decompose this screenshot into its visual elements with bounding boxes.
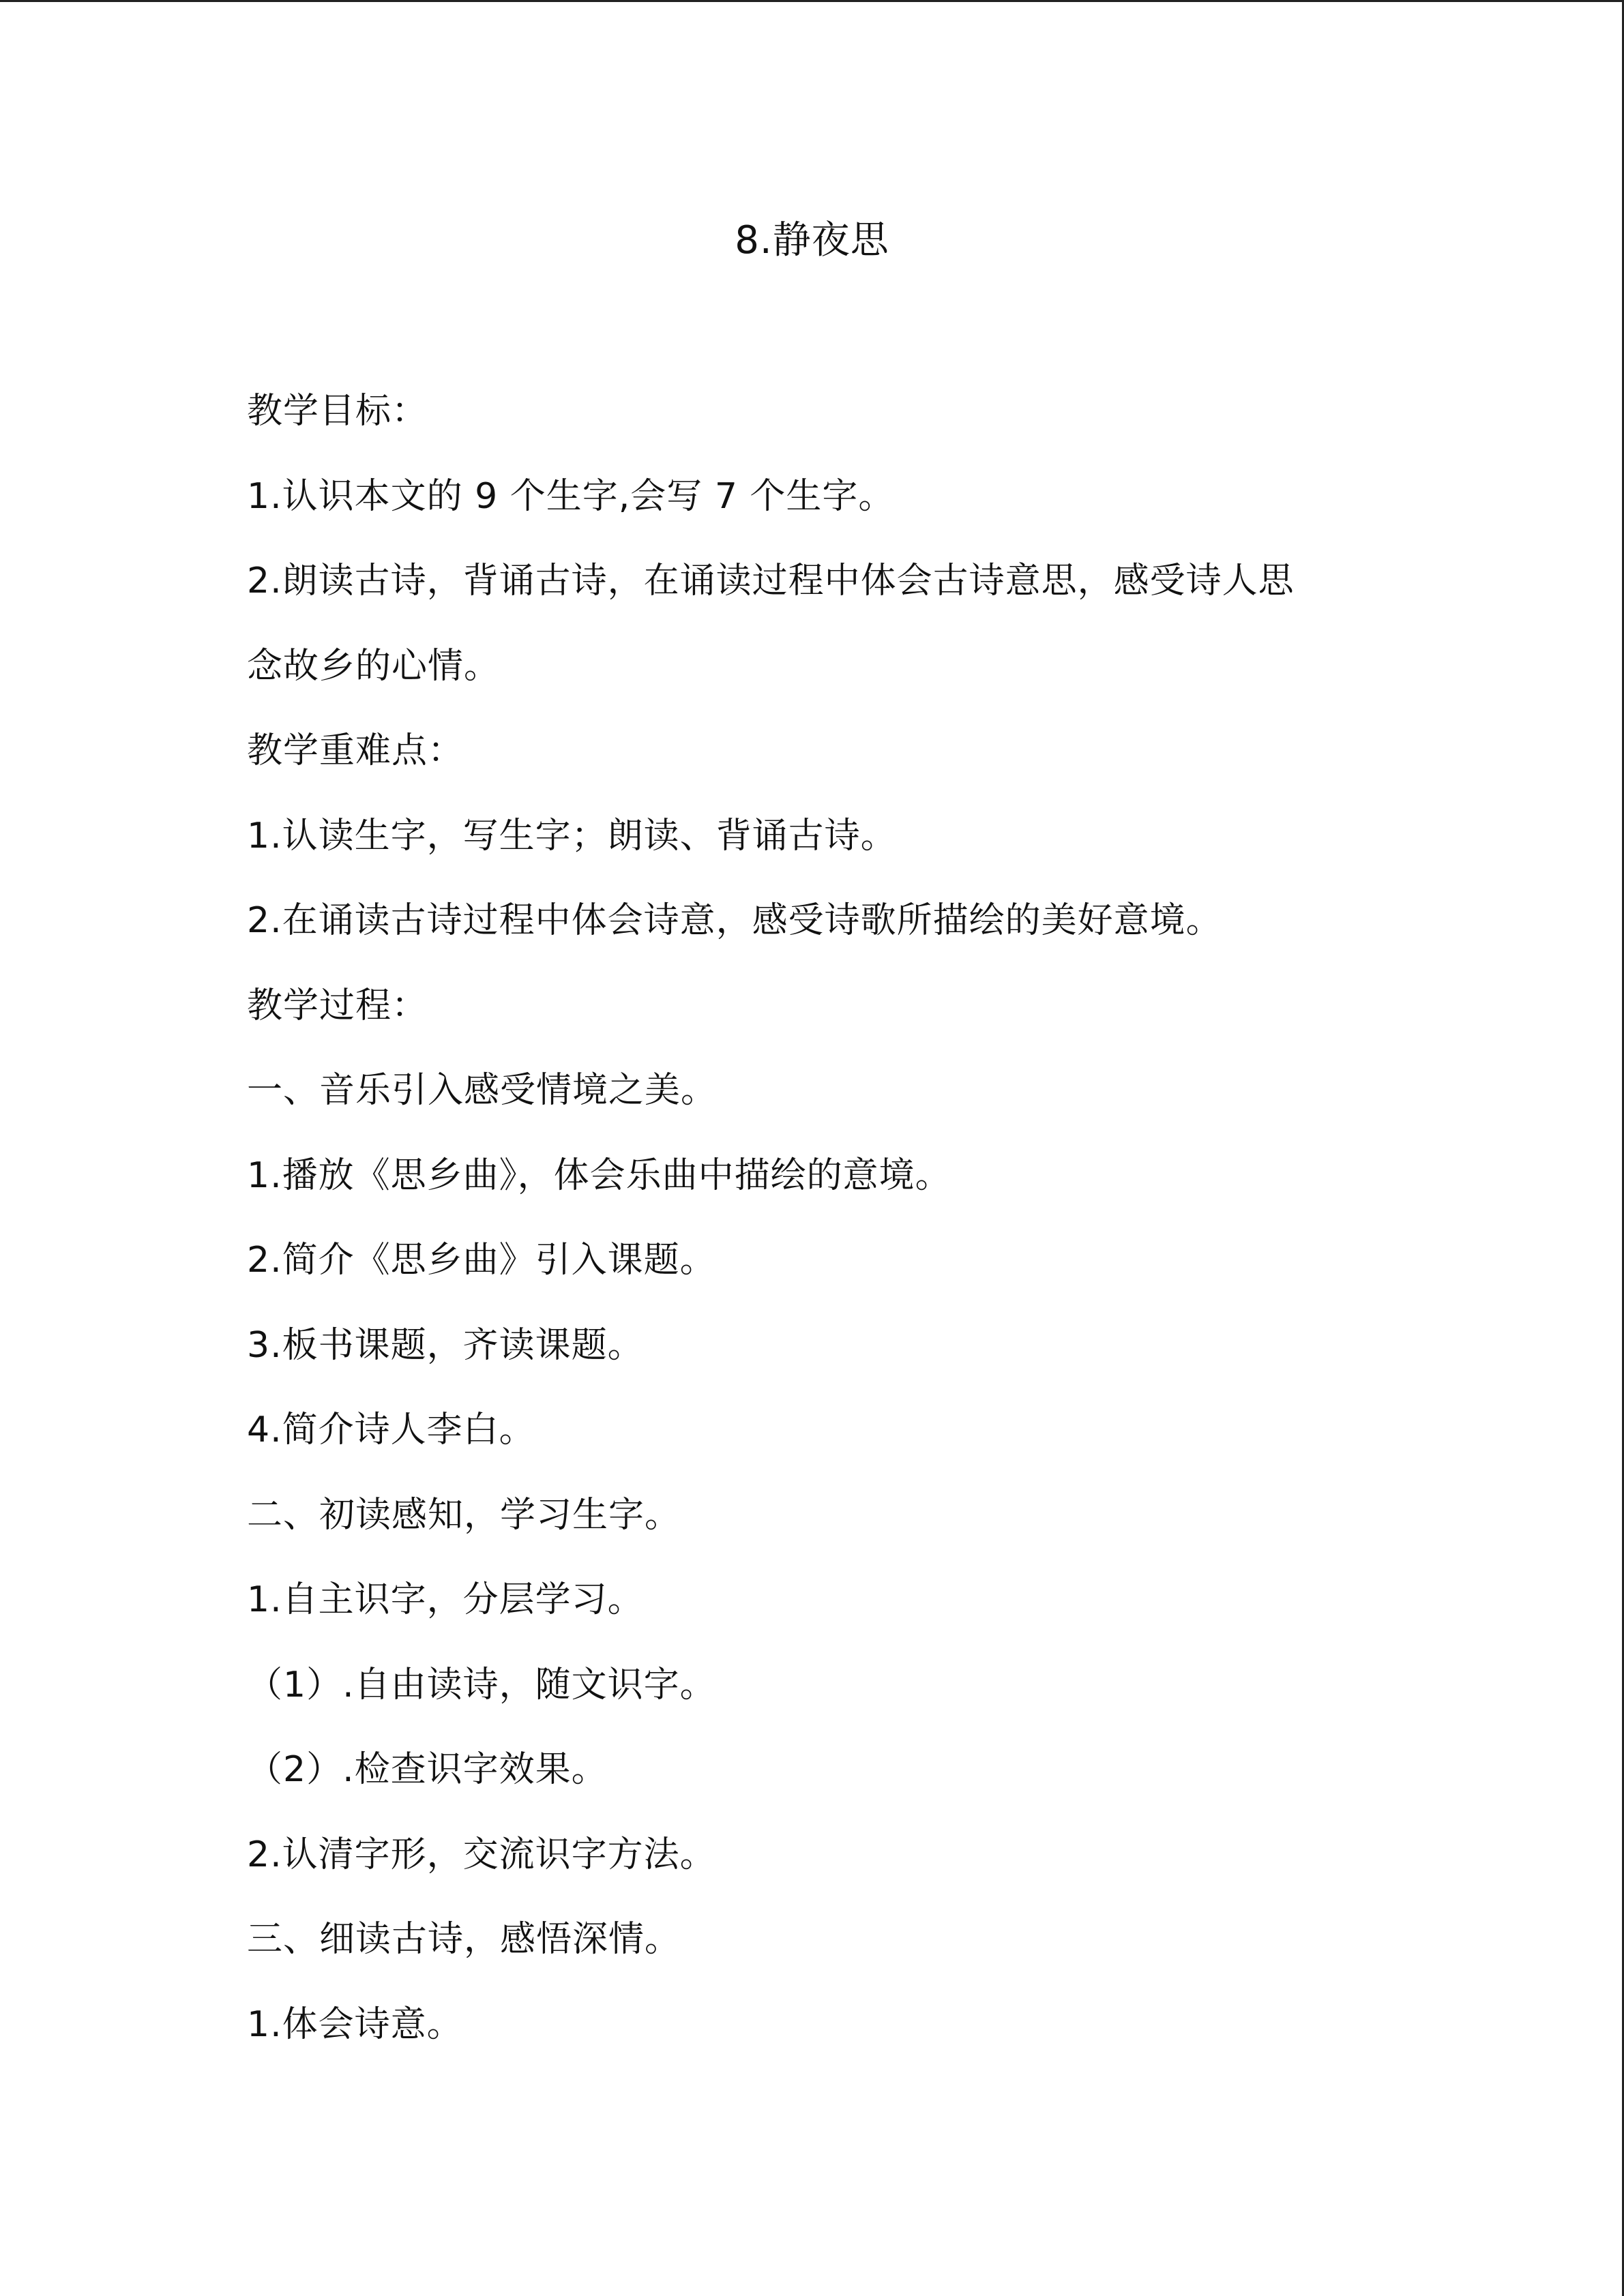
section-heading-goals: 教学目标： bbox=[247, 391, 428, 432]
paragraph-line: 二、初读感知，学习生字。 bbox=[247, 1494, 681, 1536]
document-body bbox=[247, 384, 1393, 2082]
section-heading-key-points: 教学重难点： bbox=[247, 730, 464, 771]
paragraph-line: 3.板书课题，齐读课题。 bbox=[247, 1324, 644, 1366]
page-title: 8.静夜思 bbox=[735, 218, 889, 263]
paragraph-line: 一、音乐引入感受情境之美。 bbox=[247, 1070, 718, 1111]
paragraph-line: （1）.自由读诗，随文识字。 bbox=[247, 1664, 716, 1705]
paragraph-line: 2.朗读古诗，背诵古诗，在诵读过程中体会古诗意思，感受诗人思 bbox=[247, 561, 1295, 601]
paragraph-line: 1.认识本文的 9 个生字,会写 7 个生字。 bbox=[247, 475, 895, 517]
paragraph-line: 4.简介诗人李白。 bbox=[247, 1410, 535, 1450]
paragraph-line: 1.认读生字，写生字；朗读、背诵古诗。 bbox=[247, 815, 897, 856]
paragraph-line: 念故乡的心情。 bbox=[247, 645, 501, 687]
paragraph-line: 2.认清字形，交流识字方法。 bbox=[247, 1834, 716, 1875]
paragraph-line: 2.在诵读古诗过程中体会诗意，感受诗歌所描绘的美好意境。 bbox=[247, 900, 1222, 941]
paragraph-line: 1.体会诗意。 bbox=[247, 2003, 463, 2045]
paragraph-line: 2.简介《思乡曲》引入课题。 bbox=[247, 1240, 716, 1281]
section-heading-process: 教学过程： bbox=[247, 985, 428, 1026]
paragraph-line: 1.自主识字，分层学习。 bbox=[247, 1579, 644, 1620]
paragraph-line: （2）.检查识字效果。 bbox=[247, 1749, 608, 1790]
paragraph-line: 1.播放《思乡曲》，体会乐曲中描绘的意境。 bbox=[247, 1154, 951, 1196]
paragraph-line: 三、细读古诗，感悟深情。 bbox=[247, 1919, 681, 1960]
